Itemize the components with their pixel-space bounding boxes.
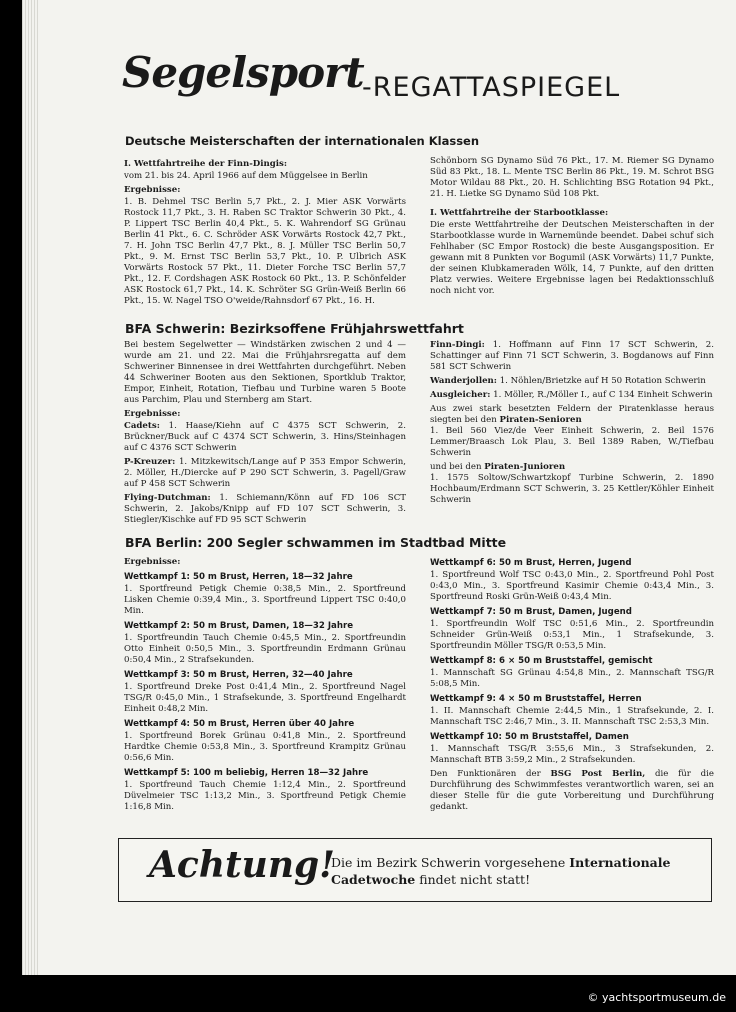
- event-title: Wettkampf 1: 50 m Brust, Herren, 18—32 Jahre: [124, 572, 353, 582]
- finn-dates: vom 21. bis 24. April 1966 auf dem Müggelsee in Berlin: [124, 171, 368, 181]
- schwerin-pkreuzer: P-Kreuzer: 1. Mitzkewitsch/Lange auf P 353 Empor Schwerin, 2. Möller, H./Diercke auf P 290 SCT Schwerin, 3. Pagell/Graw auf P 458 SCT Schwerin: [124, 457, 406, 489]
- starboot-text: Die erste Wettfahrtreihe der Deutschen Meisterschaften in der Starbootklasse wurde in Warnemünde beendet. Dabei schuf sich Fehlhaber (SC Empor Rostock) die beste Ausgangsposition. Er gewann mit 8 Punkten vor Bogumil (ASK Vorwärts) 11,7 Punkte, der seinen Klubkameraden Wölk, 14, 7 Punkte, auf den dritten Platz verwies. Weitere Ergebnisse lagen bei Redaktionsschluß noch nicht vor.: [430, 220, 714, 296]
- schwerin-flying-dutchman: Flying-Dutchman: 1. Schiemann/Könn auf FD 106 SCT Schwerin, 2. Jakobs/Knipp auf FD 107 SCT Schwerin, 3. Stiegler/Kischke auf FD 95 SCT Schwerin: [124, 493, 407, 525]
- berlin-thanks: Den Funktionären der BSG Post Berlin, die für die Durchführung des Schwimmfestes verantwortlich waren, sei an dieser Stelle für die gute Vorbereitung und Durchführung gedankt.: [430, 769, 715, 812]
- event-title: Wettkampf 3: 50 m Brust, Herren, 32—40 Jahre: [124, 670, 353, 680]
- starboot-heading: I. Wettfahrtreihe der Starbootklasse:: [430, 208, 609, 218]
- event-result: 1. Sportfreundin Wolf TSC 0:51,6 Min., 2. Sportfreundin Schneider Grün-Weiß 0:53,1 Min., 1 Strafsekunde, 3. Sportfreundin Möller TSG/R 0:53,5 Min.: [430, 619, 714, 651]
- notice-text: Die im Bezirk Schwerin vorgesehene Internationale Cadetwoche findet nicht statt!: [331, 855, 671, 887]
- notice-title: Achtung!: [149, 844, 335, 886]
- schwerin-intro: Bei bestem Segelwetter — Windstärken zwischen 2 und 4 — wurde am 21. und 22. Mai die Frühjahrsregatta auf dem Schweriner Binnensee in drei Wettfahrten durchgeführt. Neben 44 Schweriner Booten aus den Sektionen, Sportklub Traktor, Empor, Einheit, Rotation, Tiefbau und Turbine waren 5 Boote aus Parchim, Plau und Sternberg am Start.: [124, 340, 406, 405]
- event-result: 1. Mannschaft SG Grünau 4:54,8 Min., 2. Mannschaft TSG/R 5:08,5 Min.: [430, 668, 714, 689]
- event-result: 1. Sportfreund Wolf TSC 0:43,0 Min., 2. Sportfreund Pohl Post 0:43,0 Min., 3. Sportfreund Kasimir Chemie 0:43,4 Min., 3. Sportfreund Roski Grün-Weiß 0:43,4 Min.: [430, 570, 714, 602]
- schwerin-piraten-junioren: und bei den Piraten-Junioren 1. 1575 Soltow/Schwartzkopf Turbine Schwerin, 2. 1890 Hochbaum/Erdmann SCT Schwerin, 3. 25 Kettler/Köhler Einheit Schwerin: [430, 462, 714, 505]
- finn-results-label: Ergebnisse:: [124, 185, 181, 195]
- article-finn-dingis: [124, 156, 406, 310]
- article-berlin-right: [430, 554, 714, 816]
- event-title: Wettkampf 7: 50 m Brust, Damen, Jugend: [430, 607, 632, 617]
- finn-results: 1. B. Dehmel TSC Berlin 5,7 Pkt., 2. J. Mier ASK Vorwärts Rostock 11,7 Pkt., 3. H. Raben SC Traktor Schwerin 30 Pkt., 4. P. Lippert TSC Berlin 40,4 Pkt., 5. K. Wahrendorf SG Grünau Berlin 41 Pkt., 6. C. Schröder ASK Vorwärts Rostock 42,7 Pkt., 7. H. John TSC Berlin 47,7 Pkt., 8. J. Müller TSC Berlin 50,7 Pkt., 9. M. Ernst TSC Berlin 53,7 Pkt., 10. P. Ulbrich ASK Vorwärts Rostock 57 Pkt., 11. Dieter Forche TSC Berlin 57,7 Pkt., 12. F. Cordshagen ASK Rostock 60 Pkt., 13. P. Schönfelder ASK Rostock 61,7 Pkt., 14. K. Schröter SG Grün-Weiß Berlin 66 Pkt., 15. W. Nagel TSO O'weide/Rahnsdorf 67 Pkt., 16. H.: [124, 197, 406, 306]
- schwerin-piraten-senioren: Aus zwei stark besetzten Feldern der Piratenklasse heraus siegten bei den Piraten-Senioren 1. Beil 560 Viez/de Veer Einheit Schwerin, 2. Beil 1576 Lemmer/Braasch Lok Plau, 3. Beil 1389 Raben, W./Tiefbau Schwerin: [430, 404, 714, 458]
- finn-results-continued: Schönborn SG Dynamo Süd 76 Pkt., 17. M. Riemer SG Dynamo Süd 83 Pkt., 18. L. Mente TSC Berlin 86 Pkt., 19. M. Schrot BSG Motor Wildau 88 Pkt., 20. H. Schlichting BSG Rotation 94 Pkt., 21. H. Lietke SG Dynamo Süd 108 Pkt.: [430, 156, 714, 199]
- brand-logo-segelsport: Segelsport: [122, 48, 364, 97]
- event-result: 1. Sportfreundin Tauch Chemie 0:45,5 Min., 2. Sportfreundin Otto Einheit 0:50,5 Min., 3. Sportfreundin Erdmann Grünau 0:50,4 Min., 2 Strafsekunden.: [124, 633, 406, 665]
- article-schwerin-right: [430, 340, 714, 509]
- schwerin-results-label: Ergebnisse:: [124, 409, 181, 419]
- schwerin-wanderjollen: Wanderjollen: 1. Nöhlen/Brietzke auf H 50 Rotation Schwerin: [430, 376, 706, 386]
- schwerin-cadets: Cadets: 1. Haase/Kiehn auf C 4375 SCT Schwerin, 2. Brückner/Buck auf C 4374 SCT Schwerin, 3. Hins/Steinhagen auf C 4376 SCT Schwerin: [124, 421, 406, 453]
- event-title: Wettkampf 2: 50 m Brust, Damen, 18—32 Jahre: [124, 621, 354, 631]
- magazine-page: [38, 0, 736, 975]
- event-title: Wettkampf 10: 50 m Bruststaffel, Damen: [430, 732, 629, 742]
- event-result: 1. Sportfreund Borek Grünau 0:41,8 Min., 2. Sportfreund Hardtke Chemie 0:53,8 Min., 3. Sportfreund Krampitz Grünau 0:56,6 Min.: [124, 731, 406, 763]
- schwerin-ausgleicher: Ausgleicher: 1. Möller, R./Möller I., auf C 134 Einheit Schwerin: [430, 390, 713, 400]
- schwerin-finn: Finn-Dingi: 1. Hoffmann auf Finn 17 SCT Schwerin, 2. Schattinger auf Finn 71 SCT Schwerin, 3. Bogdanows auf Finn 581 SCT Schwerin: [430, 340, 714, 372]
- event-title: Wettkampf 6: 50 m Brust, Herren, Jugend: [430, 558, 632, 568]
- event-result: 1. Sportfreund Tauch Chemie 1:12,4 Min., 2. Sportfreund Düvelmeier TSC 1:13,2 Min., 3. Sportfreund Petigk Chemie 1:16,8 Min.: [124, 780, 406, 812]
- berlin-results-label: Ergebnisse:: [124, 557, 181, 567]
- event-result: 1. Mannschaft TSG/R 3:55,6 Min., 3 Strafsekunden, 2. Mannschaft BTB 3:59,2 Min., 2 Strafsekunden.: [430, 744, 714, 765]
- event-result: 1. II. Mannschaft Chemie 2:44,5 Min., 1 Strafsekunde, 2. I. Mannschaft TSC 2:46,7 Min., 3. II. Mannschaft TSC 2:53,3 Min.: [430, 706, 714, 727]
- notice-box: [118, 838, 712, 902]
- section-heading-berlin: BFA Berlin: 200 Segler schwammen im Stadtbad Mitte: [125, 535, 507, 550]
- copyright-credit: © yachtsportmuseum.de: [587, 991, 726, 1004]
- section-heading-meisterschaften: Deutsche Meisterschaften der internationalen Klassen: [125, 134, 480, 148]
- section-heading-schwerin: BFA Schwerin: Bezirksoffene Frühjahrswettfahrt: [125, 321, 464, 336]
- article-berlin-left: [124, 554, 406, 816]
- event-title: Wettkampf 5: 100 m beliebig, Herren 18—32 Jahre: [124, 768, 369, 778]
- event-title: Wettkampf 4: 50 m Brust, Herren über 40 Jahre: [124, 719, 355, 729]
- event-title: Wettkampf 8: 6 × 50 m Bruststaffel, gemischt: [430, 656, 653, 666]
- event-title: Wettkampf 9: 4 × 50 m Bruststaffel, Herren: [430, 694, 642, 704]
- article-schwerin-left: [124, 340, 406, 529]
- article-starboot: [430, 156, 714, 300]
- event-result: 1. Sportfreund Dreke Post 0:41,4 Min., 2. Sportfreund Nagel TSG/R 0:45,0 Min., 1 Strafsekunde, 3. Sportfreund Engelhardt Einheit 0:48,2 Min.: [124, 682, 406, 714]
- finn-heading: I. Wettfahrtreihe der Finn-Dingis:: [124, 159, 288, 169]
- event-result: 1. Sportfreund Petigk Chemie 0:38,5 Min., 2. Sportfreund Lisken Chemie 0:39,4 Min., 3. Sportfreund Lippert TSC 0:40,0 Min.: [124, 584, 406, 616]
- page-title-regattaspiegel: -REGATTASPIEGEL: [362, 72, 621, 103]
